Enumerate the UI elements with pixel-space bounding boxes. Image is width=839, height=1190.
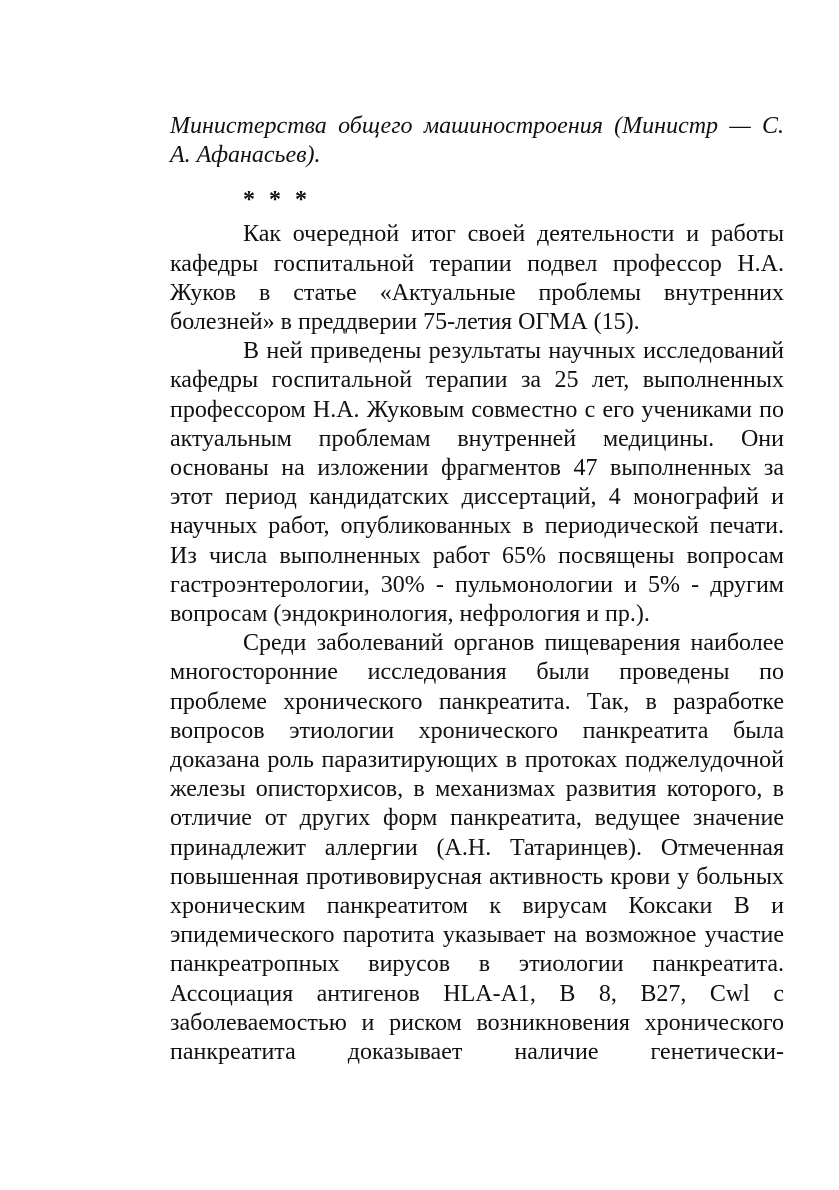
paragraph-1: Как очередной итог своей деятельности и работы кафедры госпитальной терапии подвел профессор Н.А. Жуков в статье «Актуальные проблемы внутренних болезней» в преддверии 75-летия ОГМА (15).	[170, 221, 784, 336]
document-page	[170, 112, 784, 1067]
paragraph-3: Среди заболеваний органов пищеварения наиболее многосторонние исследования были проведены по проблеме хронического панкреатита. Так, в разработке вопросов этиологии хронического панкреатита была доказана роль паразитирующих в протоках поджелудочной железы описторхисов, в механизмах развития которого, в отличие от других форм панкреатита, ведущее значение принадлежит аллергии (А.Н. Татаринцев). Отмеченная повышенная противовирусная активность крови у больных хроническим панкреатитом к вирусам Коксаки В и эпидемического паротита указывает на возможное участие панкреатропных вирусов в этиологии панкреатита. Ассоциация антигенов HLA-A1, В 8, В27, Cwl с заболеваемостью и риском возникновения хронического панкреатита доказывает наличие генетически-	[170, 630, 784, 1066]
opening-italic-text: Министерства общего машиностроения (Министр — С. А. Афанасьев).	[170, 113, 784, 169]
section-separator: * * *	[243, 187, 311, 214]
paragraph-2: В ней приведены результаты научных исследований кафедры госпитальной терапии за 25 лет, выполненных профессором Н.А. Жуковым совместно с его учениками по актуальным проблемам внутренней медицины. Они основаны на изложении фрагментов 47 выполненных за этот период кандидатских диссертаций, 4 монографий и научных работ, опубликованных в периодической печати. Из числа выполненных работ 65% посвящены вопросам гастроэнтерологии, 30% - пульмонологии и 5% - другим вопросам (эндокринология, нефрология и пр.).	[170, 338, 784, 628]
